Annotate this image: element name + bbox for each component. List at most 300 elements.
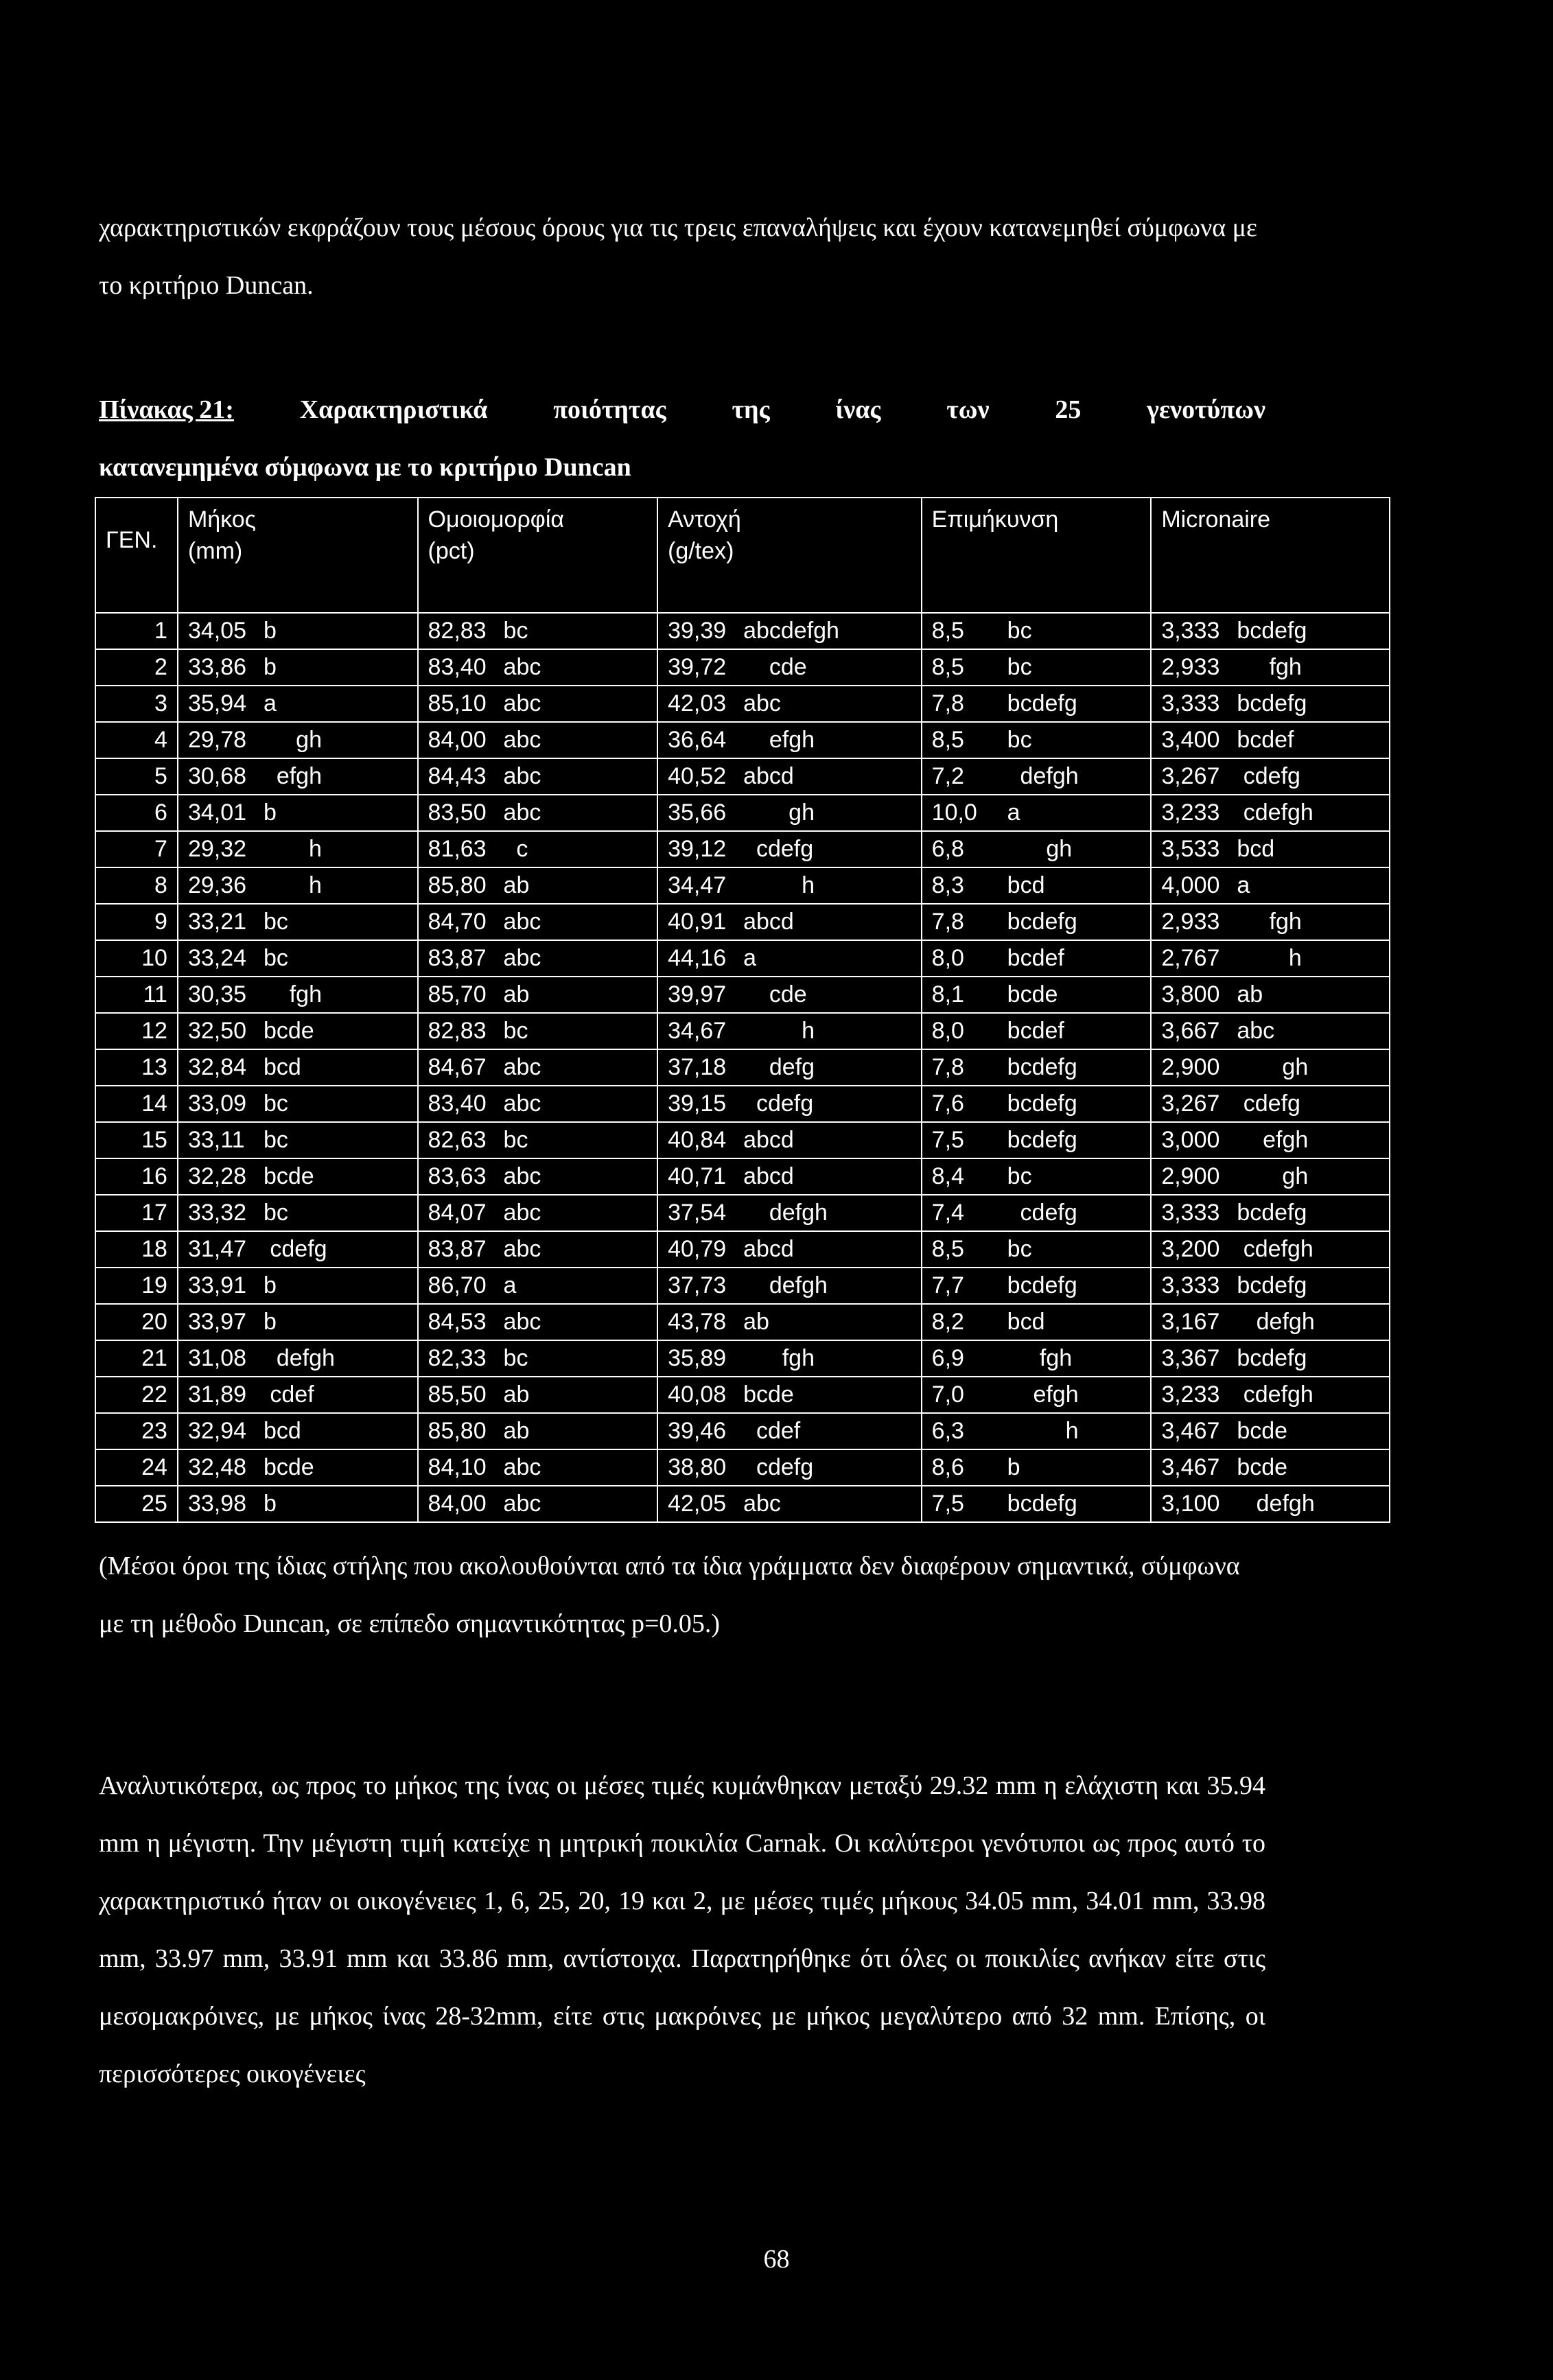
cell-micronaire-value: 3,533 — [1161, 836, 1220, 862]
cell-length — [178, 1304, 418, 1340]
cell-gen: 22 — [95, 1377, 178, 1413]
cell-elongation — [922, 1486, 1152, 1522]
cell-gen: 1 — [95, 613, 178, 649]
header-uniformity-line1: Ομοιομορφία — [428, 506, 565, 533]
cell-uniformity — [418, 904, 658, 940]
cell-length-value: 31,08 — [187, 1345, 247, 1371]
cell-elongation — [922, 940, 1152, 977]
cell-micronaire-value: 3,267 — [1161, 763, 1220, 789]
cell-uniformity-group: ab — [503, 1418, 530, 1444]
cell-elongation-group: h — [1007, 1418, 1079, 1444]
cell-elongation — [922, 1231, 1152, 1268]
cell-elongation-value: 7,0 — [931, 1381, 964, 1408]
cell-strength-group: cde — [743, 654, 807, 680]
cell-length-value: 32,50 — [187, 1018, 247, 1044]
cell-length-value: 33,09 — [187, 1090, 247, 1117]
cell-length-group: b — [263, 618, 277, 644]
cell-gen: 15 — [95, 1122, 178, 1158]
analysis-paragraph — [99, 1757, 1265, 2103]
cell-gen: 11 — [95, 977, 178, 1013]
cell-micronaire-group: cdefgh — [1237, 1381, 1313, 1408]
cell-uniformity — [418, 977, 658, 1013]
cell-uniformity-group: abc — [503, 1090, 541, 1117]
cell-length — [178, 1340, 418, 1377]
cell-strength-value: 39,12 — [668, 836, 727, 862]
cell-strength — [657, 1158, 922, 1195]
table-row — [95, 1340, 1390, 1377]
cell-uniformity-group: abc — [503, 763, 541, 789]
cell-uniformity-group: ab — [503, 1381, 530, 1408]
cell-strength-group: cde — [743, 981, 807, 1007]
cell-uniformity-value: 84,07 — [428, 1200, 487, 1226]
caption-word: 25 — [1055, 395, 1082, 424]
cell-gen: 21 — [95, 1340, 178, 1377]
cell-elongation — [922, 1049, 1152, 1086]
cell-length-value: 32,94 — [187, 1418, 247, 1444]
cell-strength-value: 36,64 — [668, 727, 727, 753]
cell-uniformity-value: 84,00 — [428, 1491, 487, 1517]
table-row — [95, 1086, 1390, 1122]
cell-uniformity — [418, 831, 658, 867]
cell-length — [178, 831, 418, 867]
cell-uniformity-group: abc — [503, 1309, 541, 1335]
cell-length-group: b — [263, 1272, 277, 1298]
cell-elongation — [922, 1013, 1152, 1049]
cell-micronaire-group: cdefgh — [1237, 1236, 1313, 1262]
cell-elongation-value: 7,8 — [931, 690, 964, 716]
cell-length-value: 34,01 — [187, 800, 247, 826]
cell-micronaire-value: 3,233 — [1161, 800, 1220, 826]
table-row — [95, 1195, 1390, 1231]
cell-elongation — [922, 1449, 1152, 1486]
cell-elongation-group: fgh — [1007, 1345, 1073, 1371]
cell-uniformity-value: 82,83 — [428, 618, 487, 644]
cell-length-value: 30,68 — [187, 763, 247, 789]
cell-uniformity — [418, 649, 658, 686]
cell-length — [178, 1195, 418, 1231]
cell-uniformity-group: ab — [503, 872, 530, 898]
cell-micronaire-group: cdefg — [1237, 1090, 1300, 1117]
cell-elongation-group: bcdefg — [1007, 1090, 1077, 1117]
cell-strength-value: 40,08 — [668, 1381, 727, 1408]
table-row — [95, 1413, 1390, 1449]
cell-uniformity-group: bc — [503, 1127, 528, 1153]
cell-strength-value: 37,73 — [668, 1272, 727, 1298]
cell-gen: 14 — [95, 1086, 178, 1122]
cell-micronaire — [1151, 686, 1390, 722]
header-elongation-line1: Επιμήκυνση — [931, 506, 1059, 533]
cell-elongation-group: defgh — [1007, 763, 1079, 789]
cell-length — [178, 1268, 418, 1304]
cell-micronaire-group: ab — [1237, 981, 1263, 1007]
cell-length-group: efgh — [263, 763, 323, 789]
cell-strength-group: abcd — [743, 1236, 794, 1262]
cell-strength — [657, 1122, 922, 1158]
header-length-line2: (mm) — [187, 538, 243, 564]
cell-uniformity — [418, 1340, 658, 1377]
cell-length-group: gh — [263, 727, 322, 753]
cell-elongation-value: 7,2 — [931, 763, 964, 789]
table-row — [95, 649, 1390, 686]
cell-micronaire-value: 4,000 — [1161, 872, 1220, 898]
cell-micronaire-group: bcde — [1237, 1454, 1288, 1480]
cell-micronaire-value: 3,167 — [1161, 1309, 1220, 1335]
cell-micronaire-group: bcde — [1237, 1418, 1288, 1444]
cell-strength-value: 40,79 — [668, 1236, 727, 1262]
cell-strength-value: 39,46 — [668, 1418, 727, 1444]
cell-length-group: bc — [263, 1127, 288, 1153]
cell-strength-value: 44,16 — [668, 945, 727, 971]
caption-word: ποιότητας — [553, 395, 666, 424]
cell-length — [178, 722, 418, 758]
cell-micronaire — [1151, 649, 1390, 686]
cell-elongation — [922, 686, 1152, 722]
cell-uniformity-value: 83,63 — [428, 1163, 487, 1189]
cell-length-group: bcde — [263, 1018, 314, 1044]
cell-micronaire — [1151, 831, 1390, 867]
cell-micronaire — [1151, 1158, 1390, 1195]
cell-gen: 2 — [95, 649, 178, 686]
cell-uniformity-value: 82,83 — [428, 1018, 487, 1044]
cell-length-group: bcde — [263, 1163, 314, 1189]
cell-elongation — [922, 867, 1152, 904]
cell-strength-group: h — [743, 872, 815, 898]
cell-length-group: bcd — [263, 1418, 301, 1444]
cell-length — [178, 1013, 418, 1049]
cell-length-value: 32,48 — [187, 1454, 247, 1480]
cell-length — [178, 1231, 418, 1268]
cell-elongation — [922, 722, 1152, 758]
cell-length — [178, 1486, 418, 1522]
cell-strength — [657, 649, 922, 686]
cell-micronaire-group: fgh — [1237, 909, 1302, 935]
cell-length-group: b — [263, 654, 277, 680]
cell-uniformity-value: 85,70 — [428, 981, 487, 1007]
cell-micronaire-value: 2,933 — [1161, 654, 1220, 680]
cell-elongation-value: 8,5 — [931, 1236, 964, 1262]
cell-length-value: 33,32 — [187, 1200, 247, 1226]
cell-micronaire-group: bcdef — [1237, 727, 1294, 753]
cell-micronaire — [1151, 1486, 1390, 1522]
header-elongation — [922, 498, 1152, 613]
table-row — [95, 940, 1390, 977]
cell-uniformity-group: abc — [503, 800, 541, 826]
cell-uniformity-value: 83,40 — [428, 654, 487, 680]
cell-micronaire-value: 2,933 — [1161, 909, 1220, 935]
cell-elongation-value: 7,8 — [931, 909, 964, 935]
cell-strength — [657, 795, 922, 831]
cell-length — [178, 758, 418, 795]
cell-strength — [657, 722, 922, 758]
cell-strength-value: 39,15 — [668, 1090, 727, 1117]
cell-micronaire-value: 3,267 — [1161, 1090, 1220, 1117]
caption-word: των — [946, 395, 990, 424]
cell-elongation — [922, 1413, 1152, 1449]
table-note: (Μέσοι όροι της ίδιας στήλης που ακολουθούνται από τα ίδια γράμματα δεν διαφέρουν σημαντικά, σύμφωνα με τη μέθοδο Duncan, σε επίπεδο σημαντικότητας p=0.05.) — [99, 1552, 1240, 1638]
cell-uniformity — [418, 1449, 658, 1486]
caption-label: Πίνακας 21: — [99, 395, 234, 424]
cell-micronaire-value: 3,000 — [1161, 1127, 1220, 1153]
cell-strength — [657, 831, 922, 867]
cell-strength — [657, 904, 922, 940]
table-row — [95, 977, 1390, 1013]
cell-elongation-value: 8,5 — [931, 654, 964, 680]
table-row — [95, 613, 1390, 649]
cell-micronaire — [1151, 1122, 1390, 1158]
cell-strength — [657, 1086, 922, 1122]
cell-strength — [657, 613, 922, 649]
table-row — [95, 1158, 1390, 1195]
cell-elongation — [922, 613, 1152, 649]
cell-length — [178, 867, 418, 904]
header-length-line1: Μήκος — [187, 506, 257, 533]
cell-gen: 3 — [95, 686, 178, 722]
cell-uniformity-value: 84,10 — [428, 1454, 487, 1480]
table-row — [95, 686, 1390, 722]
cell-elongation-group: bcdef — [1007, 945, 1064, 971]
cell-gen: 16 — [95, 1158, 178, 1195]
cell-gen: 17 — [95, 1195, 178, 1231]
header-length — [178, 498, 418, 613]
cell-strength-group: gh — [743, 800, 815, 826]
cell-strength-value: 35,66 — [668, 800, 727, 826]
cell-strength — [657, 1413, 922, 1449]
caption-word: ίνας — [835, 395, 881, 424]
caption-line-2: κατανεμημένα σύμφωνα με το κριτήριο Duncan — [99, 453, 631, 482]
cell-uniformity-value: 84,00 — [428, 727, 487, 753]
cell-gen: 13 — [95, 1049, 178, 1086]
table-row — [95, 758, 1390, 795]
cell-length-value: 33,11 — [187, 1127, 245, 1153]
cell-elongation-group: bcd — [1007, 872, 1045, 898]
cell-elongation-value: 7,5 — [931, 1127, 964, 1153]
cell-length-value: 33,21 — [187, 909, 247, 935]
cell-elongation — [922, 795, 1152, 831]
cell-length — [178, 904, 418, 940]
cell-length-value: 32,84 — [187, 1054, 247, 1080]
cell-strength — [657, 686, 922, 722]
cell-length-group: b — [263, 800, 277, 826]
cell-length — [178, 613, 418, 649]
cell-elongation-group: bcdefg — [1007, 1491, 1077, 1517]
cell-micronaire-value: 3,233 — [1161, 1381, 1220, 1408]
cell-uniformity-value: 81,63 — [428, 836, 487, 862]
cell-elongation-group: bc — [1007, 654, 1032, 680]
cell-length-value: 29,78 — [187, 727, 247, 753]
cell-uniformity-value: 85,50 — [428, 1381, 487, 1408]
cell-elongation-group: bcde — [1007, 981, 1058, 1007]
cell-length — [178, 795, 418, 831]
cell-uniformity — [418, 1231, 658, 1268]
cell-gen: 23 — [95, 1413, 178, 1449]
cell-length-value: 34,05 — [187, 618, 247, 644]
cell-length-value: 33,97 — [187, 1309, 247, 1335]
cell-uniformity — [418, 1304, 658, 1340]
cell-strength-value: 39,97 — [668, 981, 727, 1007]
cell-strength-group: cdefg — [743, 836, 814, 862]
cell-strength-group: abcd — [743, 1127, 794, 1153]
cell-uniformity-value: 84,70 — [428, 909, 487, 935]
cell-uniformity — [418, 1122, 658, 1158]
cell-micronaire — [1151, 867, 1390, 904]
cell-elongation-value: 8,6 — [931, 1454, 964, 1480]
cell-strength-group: fgh — [743, 1345, 815, 1371]
header-gen — [95, 498, 178, 613]
cell-micronaire-value: 2,767 — [1161, 945, 1220, 971]
cell-strength-group: abcd — [743, 1163, 794, 1189]
cell-strength-group: cdefg — [743, 1090, 814, 1117]
cell-micronaire-group: bcd — [1237, 836, 1275, 862]
cell-strength — [657, 1449, 922, 1486]
cell-micronaire-value: 3,333 — [1161, 1200, 1220, 1226]
cell-elongation-value: 8,0 — [931, 1018, 964, 1044]
table-row — [95, 1486, 1390, 1522]
cell-elongation-value: 8,5 — [931, 727, 964, 753]
cell-strength-value: 40,91 — [668, 909, 727, 935]
cell-micronaire-group: gh — [1237, 1163, 1309, 1189]
cell-elongation-group: bcdefg — [1007, 1272, 1077, 1298]
cell-length — [178, 1086, 418, 1122]
intro-paragraph: χαρακτηριστικών εκφράζουν τους μέσους όρους για τις τρεις επαναλήψεις και έχουν κατανεμηθεί σύμφωνα με το κριτήριο Duncan. — [99, 213, 1257, 300]
cell-length-value: 33,24 — [187, 945, 247, 971]
cell-elongation-group: gh — [1007, 836, 1073, 862]
cell-gen: 19 — [95, 1268, 178, 1304]
quality-table-container — [95, 497, 1392, 1523]
cell-micronaire — [1151, 722, 1390, 758]
cell-micronaire-group: bcdefg — [1237, 1272, 1307, 1298]
cell-strength-value: 35,89 — [668, 1345, 727, 1371]
cell-length-value: 29,36 — [187, 872, 247, 898]
cell-strength — [657, 1013, 922, 1049]
cell-strength-group: abc — [743, 1491, 781, 1517]
cell-uniformity-group: bc — [503, 618, 528, 644]
table-row — [95, 1449, 1390, 1486]
cell-strength-group: defgh — [743, 1200, 828, 1226]
cell-uniformity-group: abc — [503, 654, 541, 680]
caption-word: της — [732, 395, 770, 424]
cell-uniformity-value: 84,53 — [428, 1309, 487, 1335]
table-caption — [99, 381, 1265, 496]
cell-uniformity-group: abc — [503, 1236, 541, 1262]
cell-elongation — [922, 1122, 1152, 1158]
cell-strength — [657, 940, 922, 977]
cell-micronaire — [1151, 1449, 1390, 1486]
cell-strength-group: defg — [743, 1054, 815, 1080]
cell-length-group: cdef — [263, 1381, 314, 1408]
cell-elongation-value: 8,2 — [931, 1309, 964, 1335]
cell-uniformity-group: abc — [503, 1054, 541, 1080]
cell-uniformity — [418, 1268, 658, 1304]
analysis-text: Αναλυτικότερα, ως προς το μήκος της ίνας οι μέσες τιμές κυμάνθηκαν μεταξύ 29.32 mm η ελάχιστη και 35.94 mm η μέγιστη. Την μέγιστη τιμή κατείχε η μητρική ποικιλία Carnak. Οι καλύτεροι γενότυποι ως προς αυτό το χαρακτηριστικό ήταν οι οικογένειες 1, 6, 25, 20, 19 και 2, με μέσες τιμές μήκους 34.05 mm, 34.01 mm, 33.98 mm, 33.97 mm, 33.91 mm και 33.86 mm, αντίστοιχα. Παρατηρήθηκε ότι όλες οι ποικιλίες ανήκαν είτε στις μεσομακρόινες, με μήκος ίνας 28-32mm, είτε στις μακρόινες με μήκος μεγαλύτερο από 32 mm. Επίσης, οι περισσότερες οικογένειες — [99, 1771, 1265, 2088]
cell-uniformity-group: abc — [503, 690, 541, 716]
cell-strength — [657, 977, 922, 1013]
cell-uniformity-group: abc — [503, 1200, 541, 1226]
cell-uniformity-group: abc — [503, 909, 541, 935]
cell-length-value: 33,86 — [187, 654, 247, 680]
cell-strength-group: a — [743, 945, 756, 971]
cell-length-group: b — [263, 1309, 277, 1335]
cell-strength-value: 39,39 — [668, 618, 727, 644]
cell-micronaire-group: a — [1237, 872, 1250, 898]
cell-strength-group: abcdefgh — [743, 618, 839, 644]
cell-uniformity-value: 84,43 — [428, 763, 487, 789]
table-row — [95, 1231, 1390, 1268]
header-strength — [657, 498, 922, 613]
cell-elongation-value: 8,0 — [931, 945, 964, 971]
cell-elongation-group: cdefg — [1007, 1200, 1077, 1226]
cell-uniformity — [418, 1195, 658, 1231]
cell-strength-group: cdefg — [743, 1454, 814, 1480]
cell-micronaire-value: 3,800 — [1161, 981, 1220, 1007]
cell-micronaire-value: 3,467 — [1161, 1418, 1220, 1444]
cell-micronaire-value: 3,333 — [1161, 618, 1220, 644]
cell-gen: 18 — [95, 1231, 178, 1268]
cell-length — [178, 1158, 418, 1195]
cell-length-group: defgh — [263, 1345, 335, 1371]
cell-strength-value: 39,72 — [668, 654, 727, 680]
cell-uniformity-value: 82,33 — [428, 1345, 487, 1371]
cell-length-group: bc — [263, 909, 288, 935]
header-strength-line1: Αντοχή — [668, 506, 741, 533]
cell-length — [178, 1413, 418, 1449]
cell-elongation-group: bcd — [1007, 1309, 1045, 1335]
cell-elongation-group: efgh — [1007, 1381, 1079, 1408]
cell-gen: 5 — [95, 758, 178, 795]
cell-length — [178, 977, 418, 1013]
cell-strength — [657, 1340, 922, 1377]
cell-micronaire — [1151, 613, 1390, 649]
cell-strength-value: 37,18 — [668, 1054, 727, 1080]
cell-micronaire-group: fgh — [1237, 654, 1302, 680]
header-gen-label: ΓΕΝ. — [106, 527, 158, 553]
cell-length-group: h — [263, 836, 322, 862]
cell-strength — [657, 867, 922, 904]
cell-elongation-value: 7,8 — [931, 1054, 964, 1080]
cell-length-group: bcde — [263, 1454, 314, 1480]
cell-uniformity-value: 83,87 — [428, 1236, 487, 1262]
cell-micronaire-value: 3,333 — [1161, 690, 1220, 716]
cell-uniformity — [418, 1377, 658, 1413]
cell-strength-value: 42,05 — [668, 1491, 727, 1517]
cell-length-group: h — [263, 872, 322, 898]
cell-elongation — [922, 1377, 1152, 1413]
cell-micronaire — [1151, 1013, 1390, 1049]
cell-micronaire — [1151, 904, 1390, 940]
cell-length-group: cdefg — [263, 1236, 327, 1262]
cell-strength-group: abc — [743, 690, 781, 716]
cell-elongation-value: 7,7 — [931, 1272, 964, 1298]
table-row — [95, 1049, 1390, 1086]
cell-length-value: 35,94 — [187, 690, 247, 716]
cell-length — [178, 1049, 418, 1086]
table-row — [95, 1268, 1390, 1304]
cell-elongation — [922, 904, 1152, 940]
cell-length — [178, 1449, 418, 1486]
cell-elongation — [922, 758, 1152, 795]
cell-uniformity-group: a — [503, 1272, 517, 1298]
cell-micronaire — [1151, 1231, 1390, 1268]
cell-strength-value: 42,03 — [668, 690, 727, 716]
cell-length-value: 30,35 — [187, 981, 247, 1007]
cell-length — [178, 1122, 418, 1158]
cell-uniformity — [418, 1158, 658, 1195]
cell-micronaire-value: 2,900 — [1161, 1163, 1220, 1189]
caption-line-1 — [99, 381, 1265, 439]
cell-gen: 8 — [95, 867, 178, 904]
cell-uniformity-value: 85,10 — [428, 690, 487, 716]
cell-strength — [657, 1486, 922, 1522]
cell-micronaire-group: bcdefg — [1237, 1200, 1307, 1226]
